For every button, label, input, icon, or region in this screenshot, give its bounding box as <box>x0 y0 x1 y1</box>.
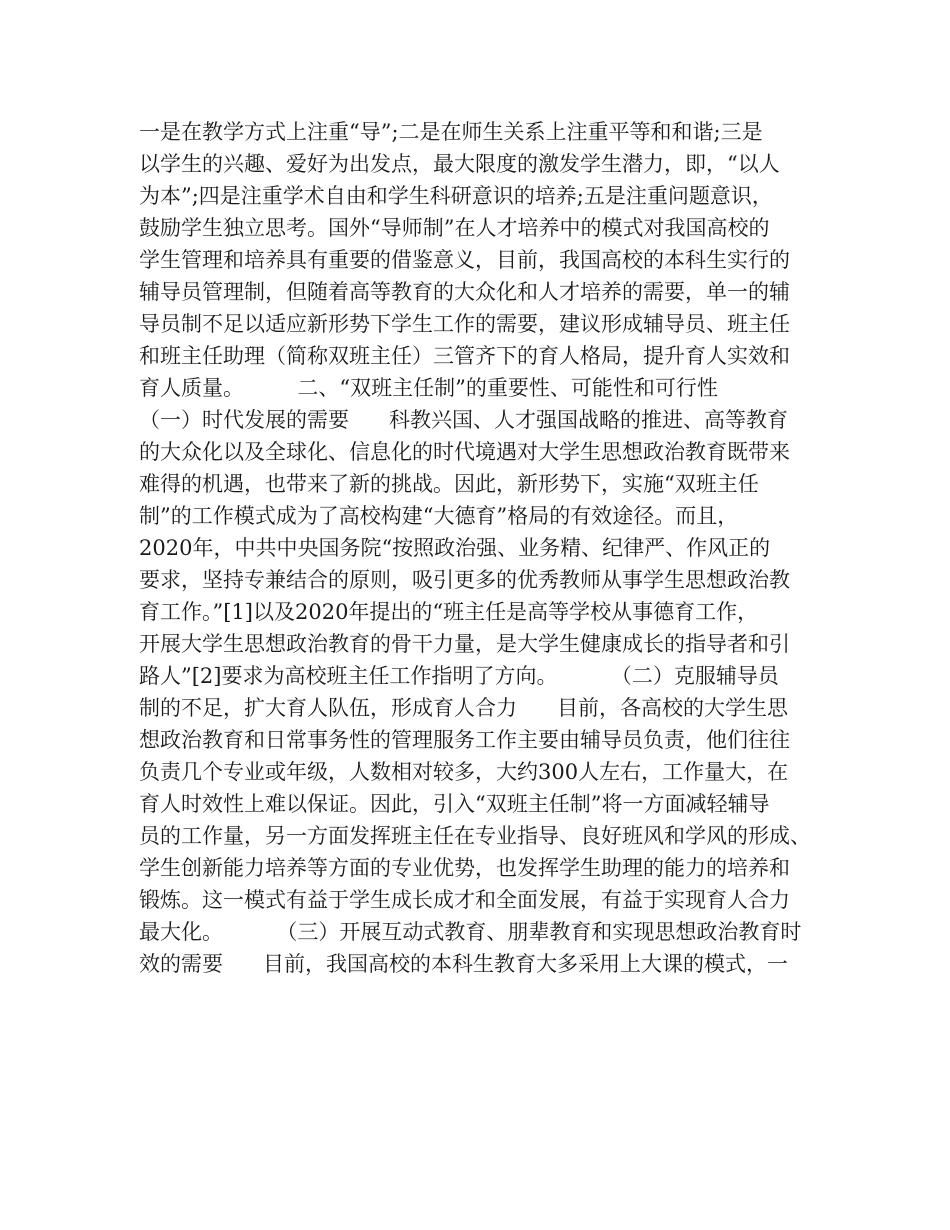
text-line: 负责几个专业或年级，人数相对较多，大约300人左右，工作量大，在 <box>139 760 789 784</box>
document-body <box>139 116 829 980</box>
text-line: 导员制不足以适应新形势下学生工作的需要，建议形成辅导员、班主任 <box>139 312 790 336</box>
text-line: 和班主任助理（简称双班主任）三管齐下的育人格局，提升育人实效和 <box>139 344 790 368</box>
text-line: 制”的工作模式成为了高校构建“大德育”格局的有效途径。而且， <box>139 504 739 528</box>
text-line: 育人质量。 二、“双班主任制”的重要性、可能性和可行性 <box>139 376 718 400</box>
text-line: 最大化。 （三）开展互动式教育、朋辈教育和实现思想政治教育时 <box>139 920 802 944</box>
text-line: 为本”;四是注重学术自由和学生科研意识的培养;五是注重问题意识， <box>139 184 773 208</box>
text-line: 开展大学生思想政治教育的骨干力量，是大学生健康成长的指导者和引 <box>139 632 790 656</box>
text-line: 锻炼。这一模式有益于学生成长成才和全面发展，有益于实现育人合力 <box>139 888 790 912</box>
text-line: 育工作。”[1]以及2020年提出的“班主任是高等学校从事德育工作， <box>139 600 759 624</box>
text-line: 员的工作量，另一方面发挥班主任在专业指导、良好班风和学风的形成、 <box>139 824 811 848</box>
text-line: 效的需要 目前，我国高校的本科生教育大多采用上大课的模式，一 <box>139 952 789 976</box>
text-line: 制的不足，扩大育人队伍，形成育人合力 目前，各高校的大学生思 <box>139 696 789 720</box>
text-line: 鼓励学生独立思考。国外“导师制”在人才培养中的模式对我国高校的 <box>139 216 770 240</box>
text-line: 路人”[2]要求为高校班主任工作指明了方向。 （二）克服辅导员 <box>139 664 779 688</box>
text-line: 以学生的兴趣、爱好为出发点，最大限度的激发学生潜力，即，“以人 <box>139 152 780 176</box>
text-line: 的大众化以及全球化、信息化的时代境遇对大学生思想政治教育既带来 <box>139 440 790 464</box>
text-line: 想政治教育和日常事务性的管理服务工作主要由辅导员负责，他们往往 <box>139 728 790 752</box>
text-line: 学生创新能力培养等方面的专业优势，也发挥学生助理的能力的培养和 <box>139 856 790 880</box>
text-line: 难得的机遇，也带来了新的挑战。因此，新形势下，实施“双班主任 <box>139 472 759 496</box>
text-line: 一是在教学方式上注重“导”;二是在师生关系上注重平等和和谐;三是 <box>139 120 763 144</box>
text-line: （一）时代发展的需要 科教兴国、人才强国战略的推进、高等教育 <box>139 408 789 432</box>
text-line: 要求，坚持专兼结合的原则，吸引更多的优秀教师从事学生思想政治教 <box>139 568 790 592</box>
text-line: 2020年，中共中央国务院“按照政治强、业务精、纪律严、作风正的 <box>139 536 771 560</box>
text-line: 辅导员管理制，但随着高等教育的大众化和人才培养的需要，单一的辅 <box>139 280 790 304</box>
text-line: 学生管理和培养具有重要的借鉴意义，目前，我国高校的本科生实行的 <box>139 248 790 272</box>
text-line: 育人时效性上难以保证。因此，引入“双班主任制”将一方面减轻辅导 <box>139 792 770 816</box>
